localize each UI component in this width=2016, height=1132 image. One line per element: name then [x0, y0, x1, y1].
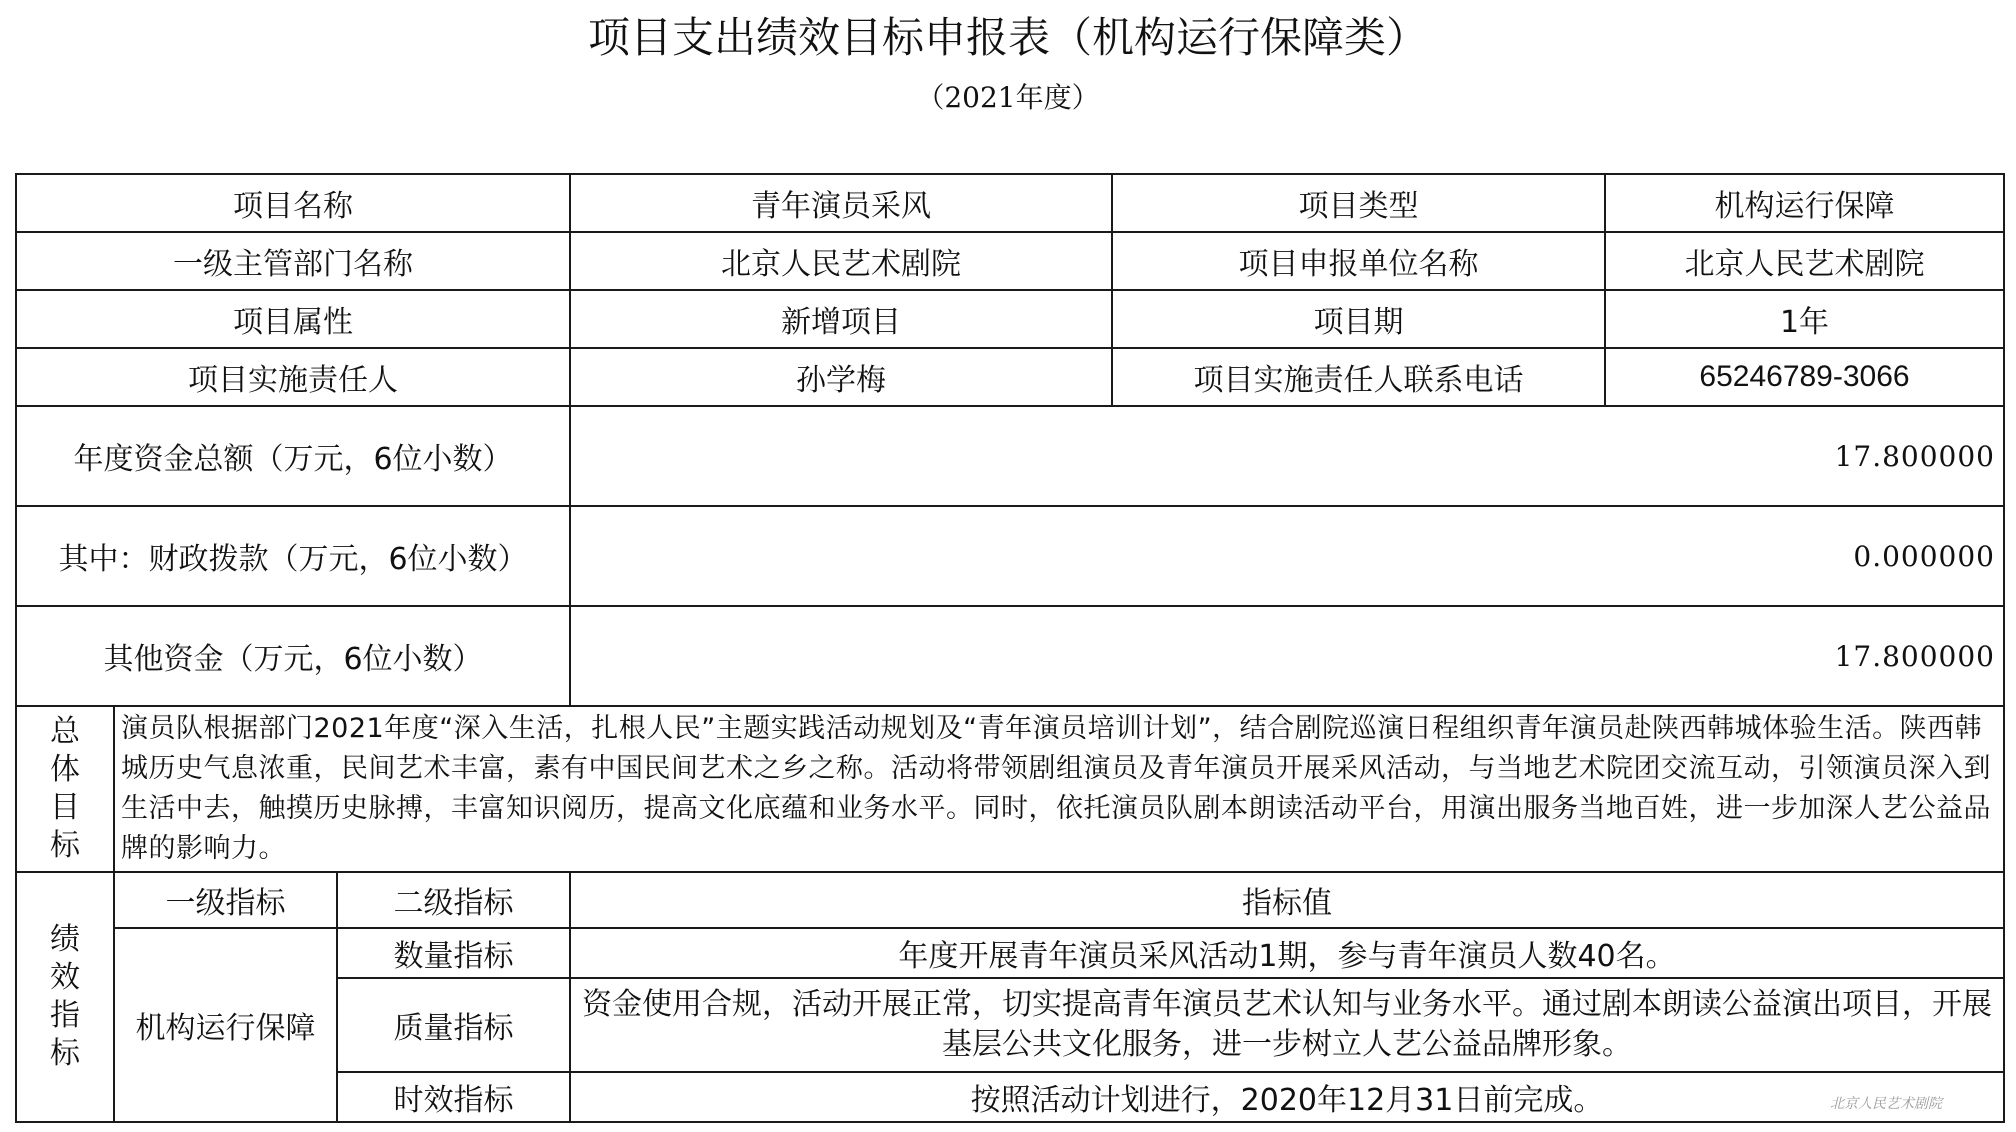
performance-label-char: 指	[50, 998, 80, 1033]
responsible-person-label: 项目实施责任人	[16, 348, 570, 406]
performance-form-table	[15, 173, 2005, 1123]
indicator-value: 资金使用合规，活动开展正常，切实提高青年演员艺术认知与业务水平。通过剧本朗读公益演出项目，开展基层公共文化服务，进一步树立人艺公益品牌形象。	[570, 978, 2004, 1072]
funds-row	[16, 506, 2004, 606]
info-row	[16, 290, 2004, 348]
other-funds-value: 17.800000	[570, 606, 2004, 706]
annual-funds-value: 17.800000	[570, 406, 2004, 506]
department-value: 北京人民艺术剧院	[570, 232, 1112, 290]
performance-label-char: 效	[50, 960, 80, 995]
other-funds-label: 其他资金（万元，6位小数）	[16, 606, 570, 706]
funds-row	[16, 606, 2004, 706]
overall-goal-text: 演员队根据部门2021年度“深入生活，扎根人民”主题实践活动规划及“青年演员培训计划”，结合剧院巡演日程组织青年演员赴陕西韩城体验生活。陕西韩城历史气息浓重，民间艺术丰富，素有中国民间艺术之乡之称。活动将带领剧组演员及青年演员开展采风活动，与当地艺术院团交流互动，引领演员深入到生活中去，触摸历史脉搏，丰富知识阅历，提高文化底蕴和业务水平。同时，依托演员队剧本朗读活动平台，用演出服务当地百姓，进一步加深人艺公益品牌的影响力。	[114, 706, 2004, 872]
applicant-unit-label: 项目申报单位名称	[1112, 232, 1605, 290]
level2-indicator: 数量指标	[337, 928, 570, 978]
overall-goal-row	[16, 706, 2004, 872]
project-attribute-value: 新增项目	[570, 290, 1112, 348]
level1-indicator-value: 机构运行保障	[114, 928, 337, 1122]
overall-goal-label-char: 目	[50, 790, 80, 825]
indicator-value: 按照活动计划进行，2020年12月31日前完成。	[570, 1072, 2004, 1122]
project-name-value: 青年演员采风	[570, 174, 1112, 232]
contact-phone-value: 65246789-3066	[1605, 348, 2004, 406]
overall-goal-label-char: 标	[50, 828, 80, 863]
level2-indicator: 时效指标	[337, 1072, 570, 1122]
performance-label-char: 绩	[50, 922, 80, 957]
info-row	[16, 232, 2004, 290]
annual-funds-label: 年度资金总额（万元，6位小数）	[16, 406, 570, 506]
indicator-row	[16, 928, 2004, 978]
overall-goal-label	[16, 706, 114, 872]
indicator-value: 年度开展青年演员采风活动1期，参与青年演员人数40名。	[570, 928, 2004, 978]
project-name-label: 项目名称	[16, 174, 570, 232]
responsible-person-value: 孙学梅	[570, 348, 1112, 406]
project-attribute-label: 项目属性	[16, 290, 570, 348]
indicator-header-row	[16, 872, 2004, 928]
page-subtitle: （2021年度）	[916, 81, 1100, 114]
info-row	[16, 348, 2004, 406]
fiscal-funds-value: 0.000000	[570, 506, 2004, 606]
project-type-value: 机构运行保障	[1605, 174, 2004, 232]
project-period-value: 1年	[1605, 290, 2004, 348]
level2-indicator-header: 二级指标	[337, 872, 570, 928]
applicant-unit-value: 北京人民艺术剧院	[1605, 232, 2004, 290]
performance-indicator-label	[16, 872, 114, 1122]
info-row	[16, 174, 2004, 232]
performance-label-char: 标	[50, 1036, 80, 1071]
project-type-label: 项目类型	[1112, 174, 1605, 232]
indicator-value-header: 指标值	[570, 872, 2004, 928]
overall-goal-label-char: 体	[50, 752, 80, 787]
department-label: 一级主管部门名称	[16, 232, 570, 290]
level1-indicator-header: 一级指标	[114, 872, 337, 928]
page-title: 项目支出绩效目标申报表（机构运行保障类）	[587, 13, 1428, 62]
level2-indicator: 质量指标	[337, 978, 570, 1072]
contact-phone-label: 项目实施责任人联系电话	[1112, 348, 1605, 406]
fiscal-funds-label: 其中：财政拨款（万元，6位小数）	[16, 506, 570, 606]
funds-row	[16, 406, 2004, 506]
overall-goal-label-char: 总	[50, 714, 80, 749]
watermark-logo: 北京人民艺术剧院	[1830, 1096, 1942, 1112]
project-period-label: 项目期	[1112, 290, 1605, 348]
